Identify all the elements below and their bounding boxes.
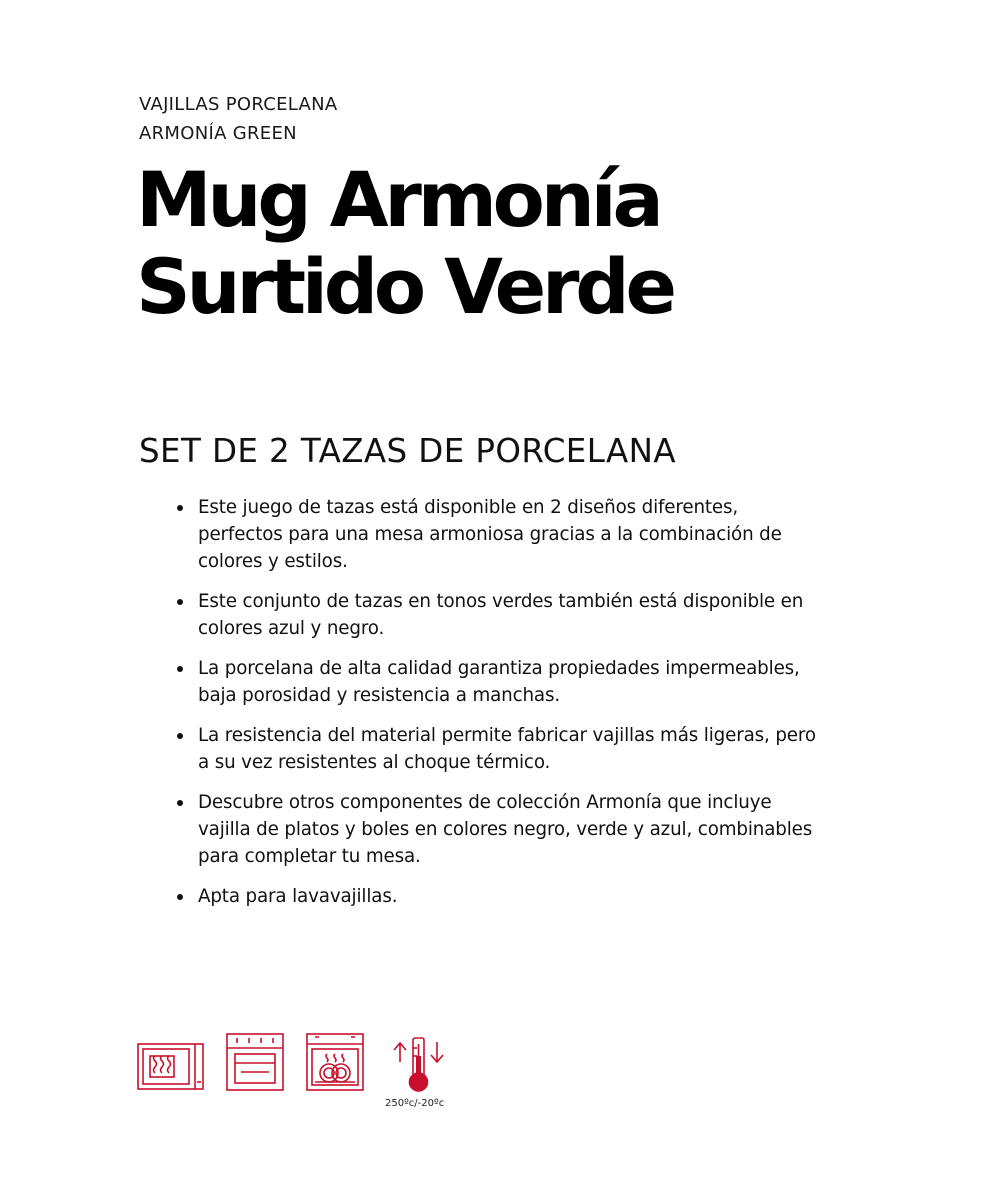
feature-item: Este juego de tazas está disponible en 2 diseños diferentes, perfectos para una mesa armoniosa gracias a la combinación de colores y estilos. xyxy=(198,494,818,575)
feature-item: Apta para lavavajillas. xyxy=(198,883,818,910)
product-page xyxy=(136,90,839,907)
product-subtitle: SET DE 2 TAZAS DE PORCELANA xyxy=(139,432,676,470)
breadcrumb-category[interactable]: VAJILLAS PORCELANA xyxy=(139,94,338,115)
usage-icons xyxy=(137,1032,467,1122)
dishwasher-icon xyxy=(305,1032,365,1092)
thermometer-icon xyxy=(391,1032,447,1094)
breadcrumb xyxy=(139,90,839,148)
feature-item: Este conjunto de tazas en tonos verdes también está disponible en colores azul y negro. xyxy=(198,588,818,642)
title-line-2: Surtido Verde xyxy=(136,242,673,331)
feature-list xyxy=(198,494,818,923)
temperature-label: 250ºc/-20ºc xyxy=(385,1098,445,1109)
feature-item: Descubre otros componentes de colección Armonía que incluye vajilla de platos y boles en colores negro, verde y azul, combinables para completar tu mesa. xyxy=(198,789,818,870)
title-line-1: Mug Armonía xyxy=(136,155,660,244)
microwave-icon xyxy=(137,1032,205,1092)
feature-item: La resistencia del material permite fabricar vajillas más ligeras, pero a su vez resistentes al choque térmico. xyxy=(198,722,818,776)
oven-icon xyxy=(225,1032,285,1092)
breadcrumb-collection[interactable]: ARMONÍA GREEN xyxy=(139,123,297,144)
feature-item: La porcelana de alta calidad garantiza propiedades impermeables, baja porosidad y resistencia a manchas. xyxy=(198,655,818,709)
page-title xyxy=(136,156,839,330)
